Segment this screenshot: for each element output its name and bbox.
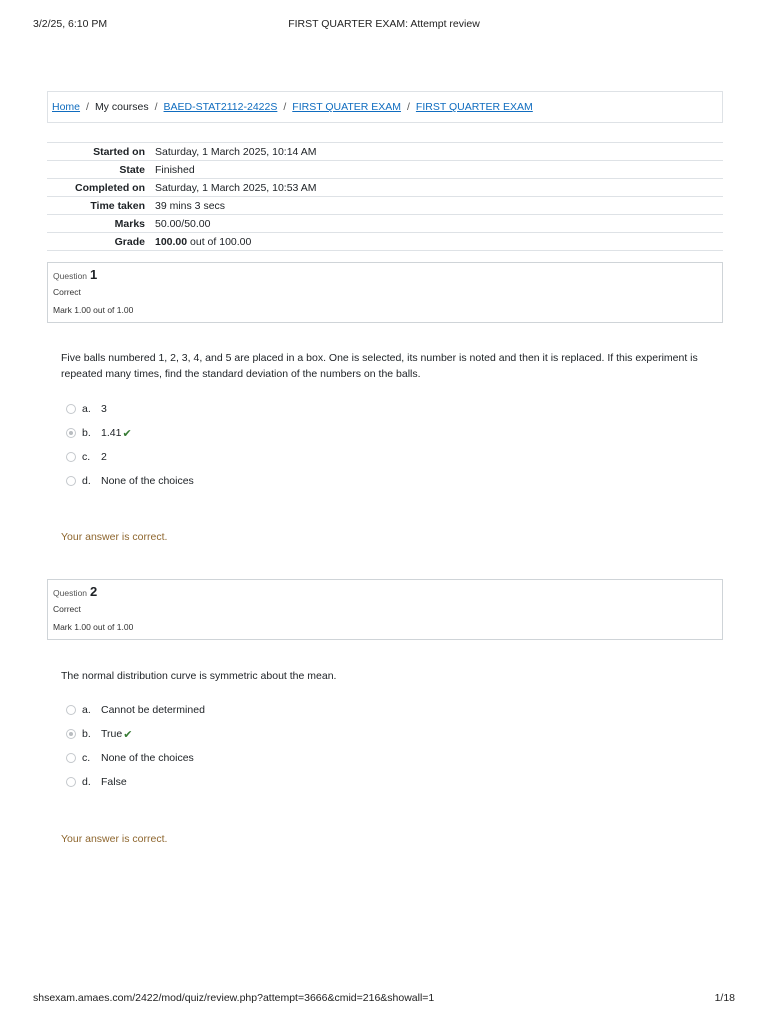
summary-value: Finished (155, 163, 195, 176)
print-footer (0, 992, 768, 1006)
print-page-number: 1/18 (714, 992, 735, 1004)
breadcrumb-quiz-link[interactable]: FIRST QUARTER EXAM (415, 101, 533, 113)
radio-button[interactable] (66, 777, 76, 787)
summary-label: Started on (93, 145, 145, 158)
summary-row-marks (47, 215, 723, 233)
print-document-title: FIRST QUARTER EXAM: Attempt review (288, 18, 480, 30)
option-text: 3 (101, 403, 107, 415)
question-word: Question (53, 271, 88, 281)
radio-button-selected[interactable] (66, 428, 76, 438)
summary-label: Time taken (90, 199, 145, 212)
grade-score: 100.00 (155, 235, 188, 248)
summary-row-started-on (47, 143, 723, 161)
answer-option-d[interactable] (66, 774, 127, 790)
summary-value: 39 mins 3 secs (155, 199, 226, 212)
summary-value: 50.00/50.00 (155, 217, 211, 230)
breadcrumb-course-link[interactable]: BAED-STAT2112-2422S (163, 101, 278, 113)
radio-button[interactable] (66, 705, 76, 715)
question-number: 2 (90, 584, 98, 599)
question-word: Question (53, 588, 88, 598)
attempt-summary-table (47, 142, 723, 251)
answer-option-a[interactable] (66, 401, 107, 417)
summary-value (150, 233, 723, 251)
summary-label: Marks (114, 217, 145, 230)
option-letter: a. (82, 403, 91, 415)
breadcrumb-separator: / (154, 101, 158, 113)
summary-value: Saturday, 1 March 2025, 10:14 AM (155, 145, 317, 158)
option-text: None of the choices (101, 475, 194, 487)
question-mark: Mark 1.00 out of 1.00 (53, 305, 134, 315)
breadcrumb-separator: / (86, 101, 89, 113)
option-text: 1.41 (101, 427, 122, 439)
print-header (0, 18, 768, 32)
breadcrumb-my-courses: My courses (94, 101, 149, 113)
question-info-box (47, 262, 723, 323)
option-text: Cannot be determined (101, 704, 205, 716)
answer-option-a[interactable] (66, 702, 205, 718)
answer-option-b[interactable] (66, 726, 132, 742)
radio-button-selected[interactable] (66, 729, 76, 739)
radio-button[interactable] (66, 753, 76, 763)
question-state: Correct (53, 287, 81, 297)
grade-out-of: out of 100.00 (187, 235, 252, 248)
summary-label: Grade (114, 235, 145, 248)
option-text: 2 (101, 451, 107, 463)
summary-row-completed-on (47, 179, 723, 197)
summary-row-time-taken (47, 197, 723, 215)
option-text: False (101, 776, 127, 788)
answer-option-c[interactable] (66, 750, 194, 766)
answer-option-c[interactable] (66, 449, 107, 465)
breadcrumb-home-link[interactable]: Home (52, 101, 81, 113)
breadcrumb-separator: / (283, 101, 287, 113)
radio-button[interactable] (66, 452, 76, 462)
question-text: Five balls numbered 1, 2, 3, 4, and 5 are placed in a box. One is selected, its number is noted and then it is replaced. If this experiment is repeated many times, find the standard deviation of the numbers on the balls. (61, 352, 698, 380)
print-url: shsexam.amaes.com/2422/mod/quiz/review.php?attempt=3666&cmid=216&showall=1 (33, 992, 435, 1004)
question-mark: Mark 1.00 out of 1.00 (53, 622, 134, 632)
breadcrumb-separator: / (407, 101, 410, 113)
radio-button[interactable] (66, 404, 76, 414)
option-text: None of the choices (101, 752, 194, 764)
summary-label: State (119, 163, 145, 176)
question-info-box (47, 579, 723, 640)
summary-row-state (47, 161, 723, 179)
answer-feedback: Your answer is correct. (61, 531, 168, 543)
option-letter: d. (82, 475, 91, 487)
breadcrumb (47, 91, 723, 123)
question-state: Correct (53, 604, 81, 614)
answer-feedback: Your answer is correct. (61, 833, 168, 845)
answer-option-d[interactable] (66, 473, 194, 489)
option-text: True (101, 728, 123, 740)
option-letter: c. (82, 752, 91, 764)
question-number: 1 (90, 267, 98, 282)
option-letter: a. (82, 704, 91, 716)
summary-row-grade (47, 233, 723, 251)
print-datetime: 3/2/25, 6:10 PM (33, 18, 108, 30)
answer-option-b[interactable] (66, 425, 132, 441)
check-icon: ✔ (122, 427, 132, 440)
summary-value: Saturday, 1 March 2025, 10:53 AM (155, 181, 317, 194)
summary-label: Completed on (75, 181, 145, 194)
option-letter: b. (82, 427, 91, 439)
option-letter: d. (82, 776, 91, 788)
radio-button[interactable] (66, 476, 76, 486)
option-letter: c. (82, 451, 91, 463)
option-letter: b. (82, 728, 91, 740)
breadcrumb-section-link[interactable]: FIRST QUATER EXAM (292, 101, 401, 113)
check-icon: ✔ (123, 728, 133, 741)
question-text: The normal distribution curve is symmetric about the mean. (61, 670, 337, 682)
